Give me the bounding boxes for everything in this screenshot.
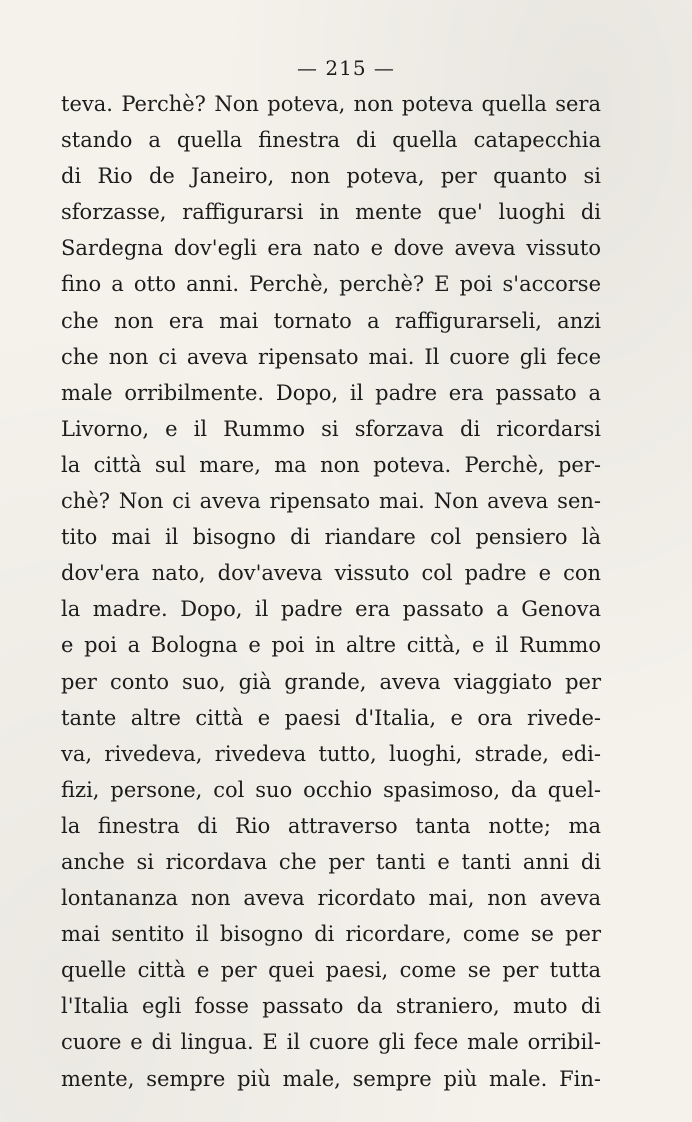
text-line: la città sul mare, ma non poteva. Perchè, per- [61,452,601,477]
text-line: va, rivedeva, rivedeva tutto, luoghi, strade, edi- [61,741,601,766]
text-line: dov'era nato, dov'aveva vissuto col padre e con [61,561,601,586]
text-line: chè? Non ci aveva ripensato mai. Non aveva sen- [61,489,601,514]
text-line: tito mai il bisogno di riandare col pensiero là [61,525,601,550]
text-line: per conto suo, già grande, aveva viaggiato per [61,669,601,694]
text-line: Livorno, e il Rummo si sforzava di ricordarsi [61,416,601,441]
text-line: sforzasse, raffigurarsi in mente que' luoghi di [61,200,601,225]
text-line: tante altre città e paesi d'Italia, e ora rivede- [61,705,601,730]
text-line: cuore e di lingua. E il cuore gli fece male orribil- [61,1030,601,1055]
text-line: stando a quella finestra di quella catapecchia [61,128,601,153]
text-line: fino a otto anni. Perchè, perchè? E poi s'accorse [61,272,601,297]
text-line: lontananza non aveva ricordato mai, non aveva [61,886,601,911]
text-line: fizi, persone, col suo occhio spasimoso, da quel- [61,777,601,802]
text-line: Sardegna dov'egli era nato e dove aveva vissuto [61,236,601,261]
text-line: l'Italia egli fosse passato da straniero, muto di [61,994,601,1019]
text-line: male orribilmente. Dopo, il padre era passato a [61,380,601,405]
text-line: teva. Perchè? Non poteva, non poteva quella sera [61,92,601,116]
body-text [61,86,601,1097]
text-line: di Rio de Janeiro, non poteva, per quanto si [61,164,601,189]
text-line: che non era mai tornato a raffigurarseli, anzi [61,308,601,333]
text-line: mente, sempre più male, sempre più male. Fin- [61,1066,601,1091]
text-line: mai sentito il bisogno di ricordare, come se per [61,922,601,947]
page-number: — 215 — [297,56,395,80]
text-line: la madre. Dopo, il padre era passato a Genova [61,597,601,622]
text-line: la finestra di Rio attraverso tanta notte; ma [61,813,601,838]
text-line: che non ci aveva ripensato mai. Il cuore gli fece [61,344,601,369]
text-line: e poi a Bologna e poi in altre città, e il Rummo [61,633,601,658]
text-line: anche si ricordava che per tanti e tanti anni di [61,849,601,874]
text-line: quelle città e per quei paesi, come se per tutta [61,958,601,983]
